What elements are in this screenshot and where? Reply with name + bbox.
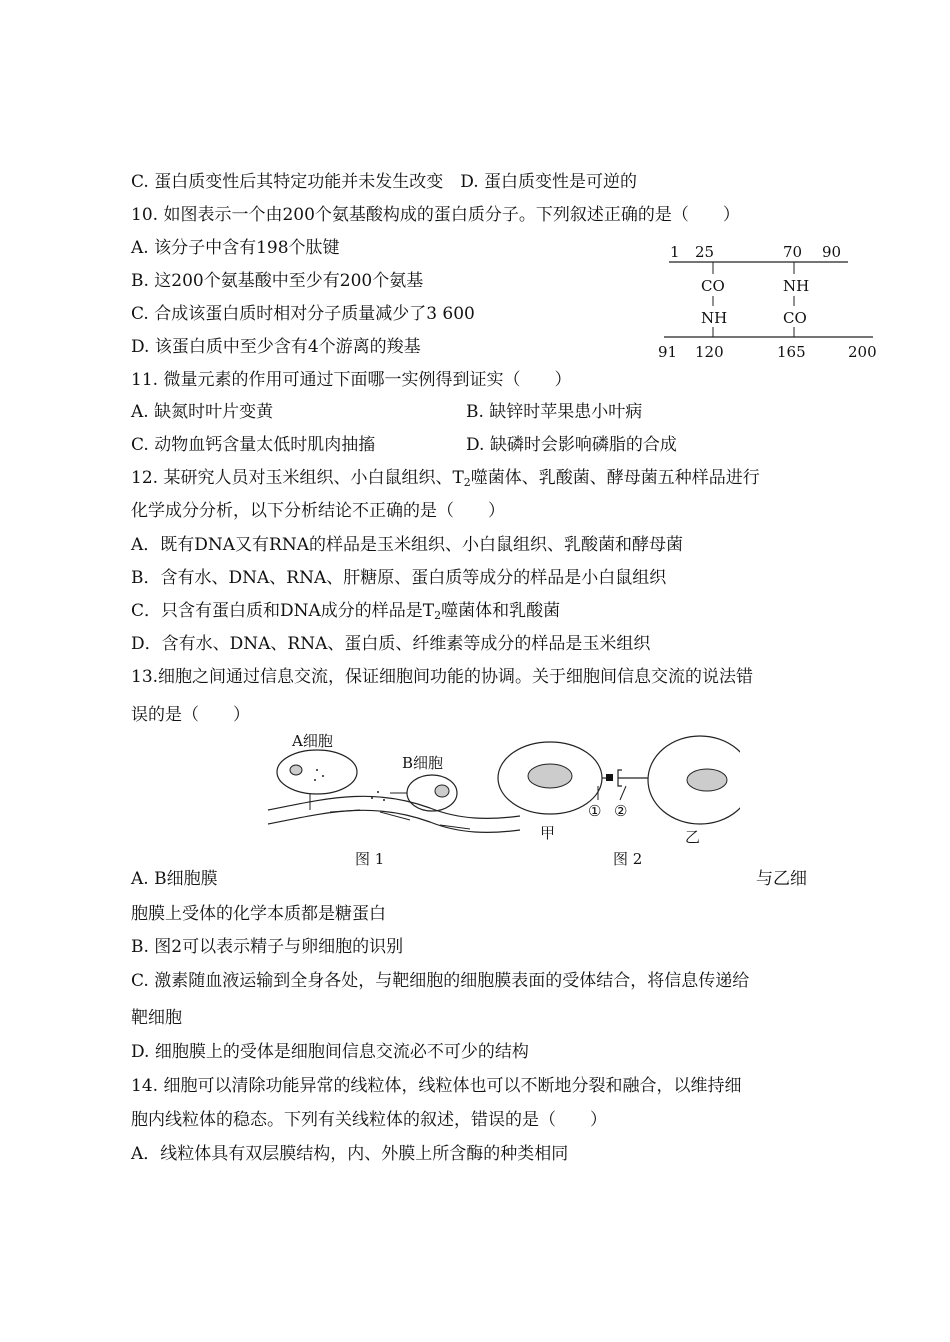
right-bond-bottom: CO — [783, 309, 807, 327]
q12c-subscript: 2 — [434, 609, 442, 622]
option-13c-line1: C. 激素随血液运输到全身各处，与靶细胞的细胞膜表面的受体结合，将信息传递给 — [131, 971, 750, 991]
left-bond-bottom: NH — [701, 309, 728, 327]
option-11b: B. 缺锌时苹果患小叶病 — [466, 402, 643, 422]
option-11d: D. 缺磷时会影响磷脂的合成 — [466, 435, 677, 455]
option-13c-line2: 靶细胞 — [131, 1008, 182, 1028]
bottom-label-3: 165 — [777, 343, 806, 361]
question-10: 10. 如图表示一个由200个氨基酸构成的蛋白质分子。下列叙述正确的是（ ） — [131, 205, 740, 225]
protein-diagram — [650, 240, 890, 365]
figure-cell-signaling — [260, 728, 740, 873]
fig2-cell-left-label: 甲 — [540, 824, 556, 842]
left-bond-top: CO — [701, 277, 725, 295]
q12-text-b: 噬菌体、乳酸菌、酵母菌五种样品进行 — [470, 468, 760, 488]
fig2-caption: 图 2 — [613, 850, 643, 868]
option-13a-line2: 胞膜上受体的化学本质都是糖蛋白 — [131, 904, 386, 924]
option-12d: D．含有水、DNA、RNA、蛋白质、纤维素等成分的样品是玉米组织 — [131, 634, 651, 654]
bottom-label-4: 200 — [848, 343, 877, 361]
q12c-text-a: C．只含有蛋白质和DNA成分的样品是T — [131, 601, 435, 621]
option-14a: A．线粒体具有双层膜结构，内、外膜上所含酶的种类相同 — [131, 1144, 569, 1164]
fig2-cell-right-nucleus — [687, 769, 727, 791]
option-line: C. 蛋白质变性后其特定功能并未发生改变 D. 蛋白质变性是可逆的 — [131, 172, 638, 192]
fig1-cell-b — [407, 775, 457, 811]
option-12a: A．既有DNA又有RNA的样品是玉米组织、小白鼠组织、乳酸菌和酵母菌 — [131, 535, 684, 555]
option-10c: C. 合成该蛋白质时相对分子质量减少了3 600 — [131, 304, 475, 324]
fig1-cell-a-nucleus — [290, 765, 302, 775]
top-label-3: 70 — [783, 243, 803, 261]
option-13d: D. 细胞膜上的受体是细胞间信息交流必不可少的结构 — [131, 1042, 529, 1062]
top-label-2: 25 — [695, 243, 715, 261]
fig2-cell-left-nucleus — [528, 764, 572, 788]
option-13a-line1: A. B细胞膜 — [131, 869, 218, 889]
question-14-line2: 胞内线粒体的稳态。下列有关线粒体的叙述，错误的是（ ） — [131, 1110, 607, 1130]
q12-subscript: 2 — [463, 476, 471, 489]
fig2-marker-1: ① — [588, 802, 602, 820]
fig1-cell-b-label: B细胞 — [402, 754, 444, 772]
fig1-caption: 图 1 — [355, 850, 385, 868]
top-label-4: 90 — [822, 243, 842, 261]
option-10d: D. 该蛋白质中至少含有4个游离的羧基 — [131, 337, 421, 357]
fig1-cell-a-label: A细胞 — [292, 732, 333, 750]
option-12b: B．含有水、DNA、RNA、肝糖原、蛋白质等成分的样品是小白鼠组织 — [131, 568, 667, 588]
fig2-marker-2: ② — [614, 802, 628, 820]
question-13-line2: 误的是（ ） — [131, 705, 250, 725]
bottom-label-1: 91 — [658, 343, 678, 361]
option-10a: A. 该分子中含有198个肽键 — [131, 238, 340, 258]
question-12-line1 — [131, 466, 760, 495]
q12-text-a: 12. 某研究人员对玉米组织、小白鼠组织、T — [131, 468, 464, 488]
fig1-cell-a — [277, 750, 357, 794]
option-12c — [131, 599, 560, 628]
question-13-line1: 13.细胞之间通过信息交流，保证细胞间功能的协调。关于细胞间信息交流的说法错 — [131, 667, 754, 687]
q12c-text-b: 噬菌体和乳酸菌 — [441, 601, 561, 621]
fig2-cell-right-label: 乙 — [685, 828, 701, 846]
question-14-line1: 14. 细胞可以清除功能异常的线粒体，线粒体也可以不断地分裂和融合，以维持细 — [131, 1076, 742, 1096]
option-11c: C. 动物血钙含量太低时肌肉抽搐 — [131, 435, 376, 455]
option-13b: B. 图2可以表示精子与卵细胞的识别 — [131, 937, 404, 957]
option-13a-right: 与乙细 — [756, 869, 807, 889]
question-11: 11. 微量元素的作用可通过下面哪一实例得到证实（ ） — [131, 370, 572, 390]
top-label-1: 1 — [670, 243, 680, 261]
right-bond-top: NH — [783, 277, 810, 295]
question-12-line2: 化学成分分析，以下分析结论不正确的是（ ） — [131, 501, 505, 521]
bottom-label-2: 120 — [695, 343, 724, 361]
option-11a: A. 缺氮时叶片变黄 — [131, 402, 274, 422]
fig2-signal-molecule — [606, 774, 613, 781]
fig1-cell-b-nucleus — [435, 785, 449, 797]
option-10b: B. 这200个氨基酸中至少有200个氨基 — [131, 271, 424, 291]
